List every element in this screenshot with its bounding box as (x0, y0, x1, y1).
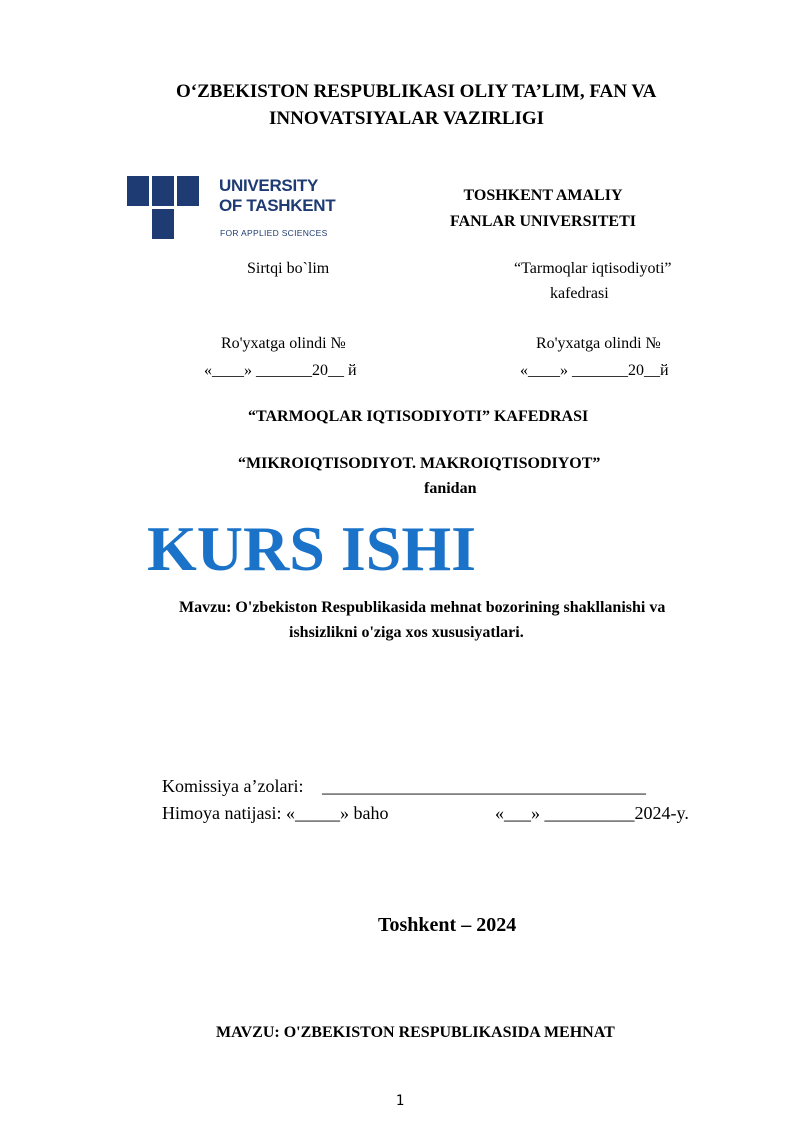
university-line-2: FANLAR UNIVERSITETI (450, 213, 636, 230)
subject-title: “MIKROIQTISODIYOT. MAKROIQTISODIYOT” (238, 455, 601, 472)
main-title: KURS ISHI (147, 513, 476, 584)
topic-line-2: ishsizlikni o'ziga xos xususiyatlari. (289, 624, 524, 641)
subject-suffix: fanidan (424, 480, 477, 497)
logo-wordmark-line-3: FOR APPLIED SCIENCES (220, 228, 328, 238)
logo-wordmark-line-1: UNIVERSITY (219, 176, 319, 195)
topic-line-1: Mavzu: O'zbekiston Respublikasida mehnat bozorining shakllanishi va (179, 599, 666, 616)
registration-label-left: Ro'yxatga olindi № (221, 335, 346, 352)
department-suffix: kafedrasi (550, 285, 609, 302)
university-logo (127, 176, 337, 240)
university-line-1: TOSHKENT AMALIY (463, 187, 623, 204)
logo-block-icon (152, 176, 174, 206)
city-year: Toshkent – 2024 (378, 914, 517, 936)
commission-label: Komissiya a’zolari: (162, 776, 304, 796)
registration-date-left: «____» _______20__ й (204, 362, 357, 379)
logo-block-icon (177, 176, 199, 206)
kafedra-title: “TARMOQLAR IQTISODIYOTI” KAFEDRASI (248, 408, 589, 425)
logo-block-icon (152, 209, 174, 239)
defense-result: Himoya natijasi: «_____» baho (162, 803, 389, 823)
department-name: “Tarmoqlar iqtisodiyoti” (514, 260, 672, 277)
registration-label-right: Ro'yxatga olindi № (536, 335, 661, 352)
logo-wordmark-line-2: OF TASHKENT (219, 196, 336, 215)
university-name (432, 183, 654, 235)
faculty-label: Sirtqi bo`lim (247, 260, 330, 277)
page-number: 1 (395, 1093, 405, 1109)
commission-row (162, 776, 646, 797)
ministry-line-1: O‘ZBEKISTON RESPUBLIKASI OLIY TA’LIM, FAN VA (176, 81, 657, 102)
defense-date: «___» __________2024-y. (495, 803, 689, 823)
commission-blank: ____________________________________ (321, 776, 646, 796)
next-section-heading: MAVZU: O'ZBEKISTON RESPUBLIKASIDA MEHNAT (216, 1024, 615, 1041)
logo-block-icon (127, 176, 149, 206)
registration-date-right: «____» _______20__й (520, 362, 669, 379)
ministry-line-2: INNOVATSIYALAR VAZIRLIGI (269, 108, 545, 129)
